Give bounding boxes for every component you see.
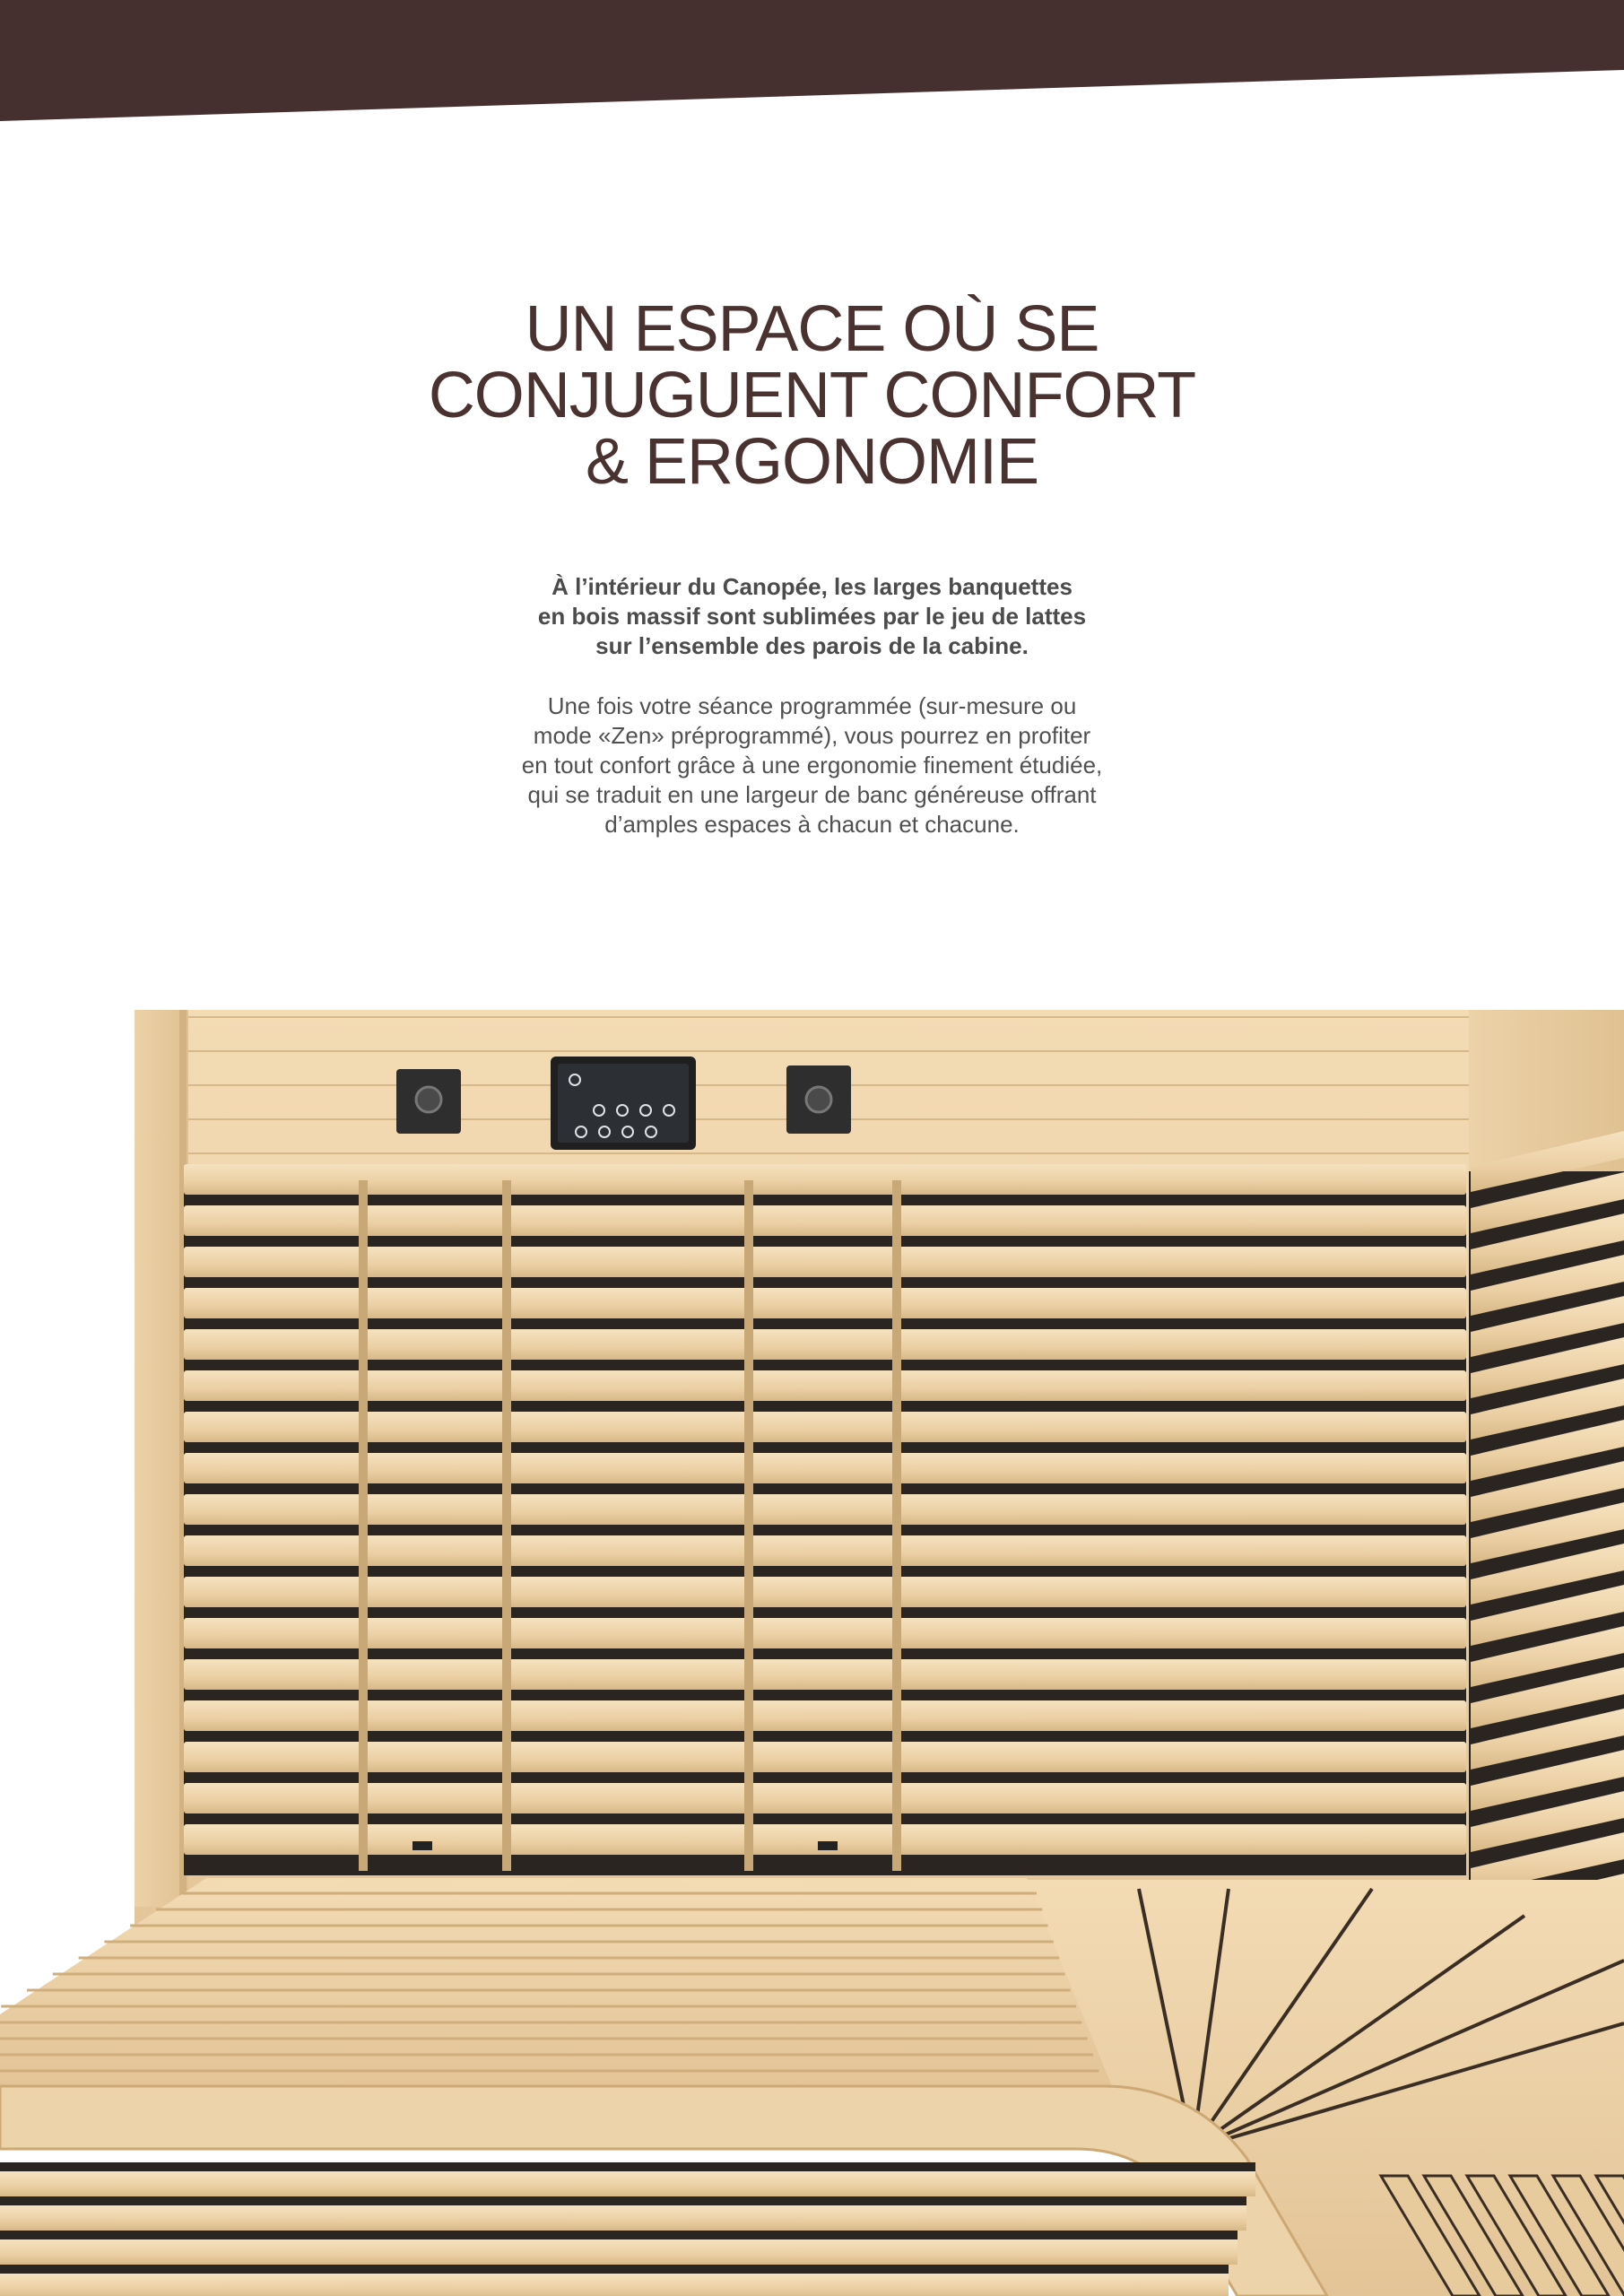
body-line-4: qui se traduit en une largeur de banc généreuse offrant (527, 781, 1097, 808)
bench-front-slat (0, 2171, 1255, 2196)
slat-support (744, 1180, 753, 1871)
slat-support (502, 1180, 511, 1871)
wall-slat (184, 1577, 1466, 1607)
wall-slat (184, 1370, 1466, 1401)
wall-slat (184, 1535, 1466, 1566)
body-line-3: en tout confort grâce à une ergonomie finement étudiée, (521, 752, 1103, 778)
wall-slat (184, 1783, 1466, 1813)
wall-slat (184, 1247, 1466, 1277)
right-knob-icon (786, 1065, 851, 1134)
intro-paragraph (408, 572, 1216, 661)
body-line-2: mode «Zen» préprogrammé), vous pourrez en profiter (533, 722, 1091, 749)
title-line-1: UN ESPACE OÙ SE (525, 293, 1099, 365)
wall-slat (184, 1288, 1466, 1318)
title-line-2: CONJUGUENT CONFORT (428, 360, 1196, 431)
body-line-5: d’amples espaces à chacun et chacune. (604, 811, 1020, 838)
slat-support (359, 1180, 368, 1871)
wall-slat (184, 1742, 1466, 1772)
control-panel-icon (551, 1057, 696, 1150)
wall-tag-right (818, 1841, 838, 1850)
page-title (274, 293, 1350, 498)
wall-slat (184, 1329, 1466, 1360)
wall-slat (184, 1659, 1466, 1690)
title-line-3: & ERGONOMIE (585, 426, 1039, 498)
left-knob-icon (396, 1069, 461, 1134)
wall-slat (184, 1618, 1466, 1648)
wall-slat (184, 1700, 1466, 1731)
wall-slat (184, 1412, 1466, 1442)
wall-tag-left (413, 1841, 432, 1850)
intro-line-2: en bois massif sont sublimées par le jeu de lattes (537, 603, 1087, 630)
bench-front-gap (0, 2196, 1246, 2205)
bench-front-gap (0, 2265, 1229, 2274)
top-decorative-band (0, 0, 1624, 126)
intro-line-1: À l’intérieur du Canopée, les larges banquettes (551, 573, 1073, 600)
wall-slat (184, 1164, 1466, 1195)
slat-support (892, 1180, 901, 1871)
bench-front-slat (0, 2274, 1229, 2296)
bench-front-slat (0, 2205, 1246, 2231)
bench-front-slat (0, 2239, 1238, 2265)
intro-line-3: sur l’ensemble des parois de la cabine. (595, 632, 1029, 659)
bench-front-gap (0, 2231, 1238, 2239)
wall-slat (184, 1494, 1466, 1525)
body-paragraph (408, 691, 1216, 839)
sauna-interior-photo (0, 1010, 1624, 2296)
wall-slat (184, 1453, 1466, 1483)
wall-slat (184, 1205, 1466, 1236)
body-line-1: Une fois votre séance programmée (sur-mesure ou (547, 692, 1077, 719)
bench-front-gap (0, 2162, 1255, 2171)
